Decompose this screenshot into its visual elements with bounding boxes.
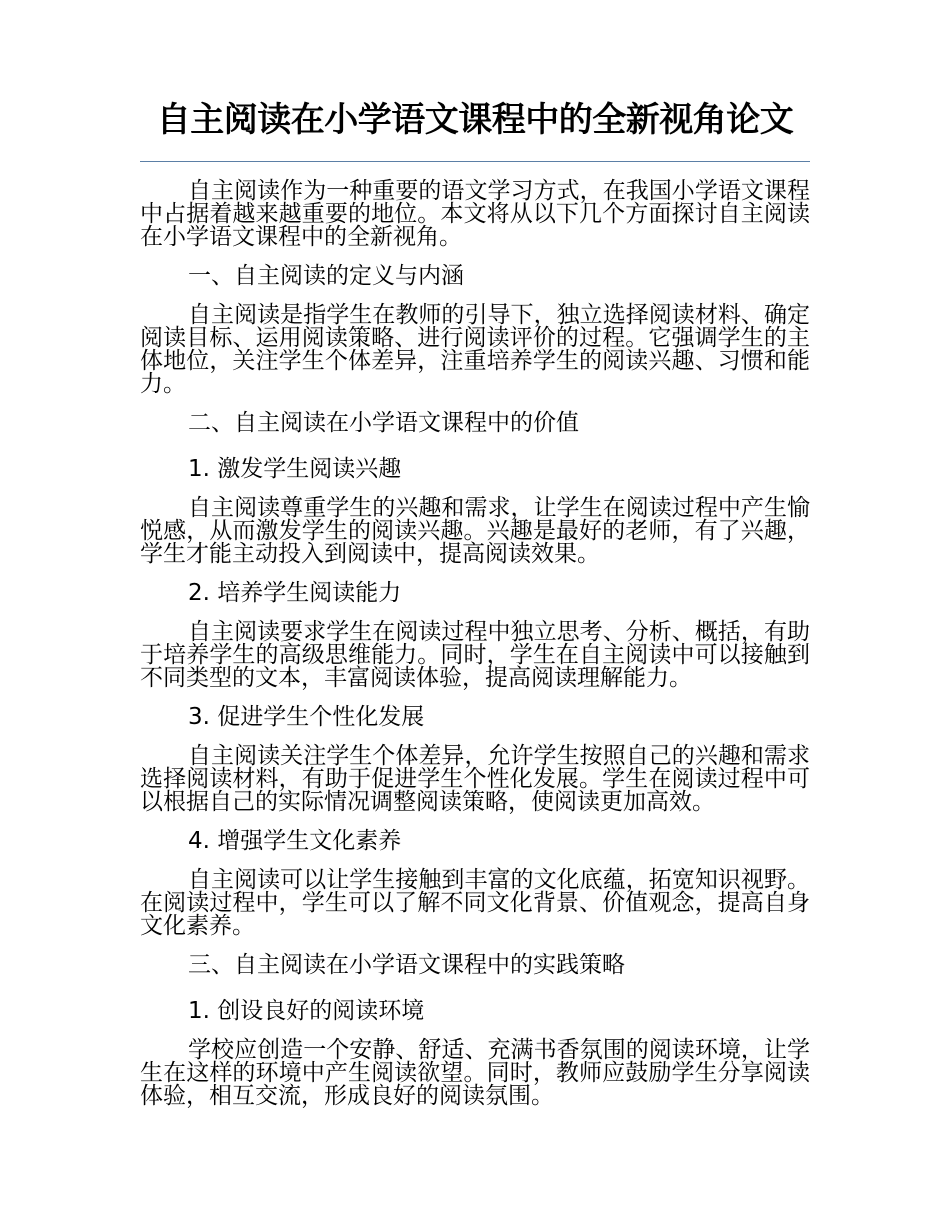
paragraph-3-1: 学校应创造一个安静、舒适、充满书香氛围的阅读环境，让学生在这样的环境中产生阅读欲望。同时，教师应鼓励学生分享阅读体验，相互交流，形成良好的阅读氛围。 <box>140 1037 810 1109</box>
section-heading-2: 二、自主阅读在小学语文课程中的价值 <box>188 410 579 436</box>
document-body <box>140 180 810 1117</box>
section-heading-1: 一、自主阅读的定义与内涵 <box>188 263 464 289</box>
document-title: 自主阅读在小学语文课程中的全新视角论文 <box>156 100 794 140</box>
paragraph-2-1: 自主阅读尊重学生的兴趣和需求，让学生在阅读过程中产生愉悦感，从而激发学生的阅读兴趣。兴趣是最好的老师，有了兴趣，学生才能主动投入到阅读中，提高阅读效果。 <box>140 495 810 567</box>
paragraph-2-4: 自主阅读可以让学生接触到丰富的文化底蕴，拓宽知识视野。在阅读过程中，学生可以了解不同文化背景、价值观念，提高自身文化素养。 <box>140 867 810 939</box>
paragraph-2-3: 自主阅读关注学生个体差异，允许学生按照自己的兴趣和需求选择阅读材料，有助于促进学生个性化发展。学生在阅读过程中可以根据自己的实际情况调整阅读策略，使阅读更加高效。 <box>140 743 810 815</box>
subheading-3-1: 1. 创设良好的阅读环境 <box>188 998 425 1024</box>
subheading-2-3: 3. 促进学生个性化发展 <box>188 704 425 730</box>
subheading-2-2: 2. 培养学生阅读能力 <box>188 580 402 606</box>
section-heading-3: 三、自主阅读在小学语文课程中的实践策略 <box>188 952 625 978</box>
subheading-2-4: 4. 增强学生文化素养 <box>188 828 402 854</box>
intro-paragraph: 自主阅读作为一种重要的语文学习方式，在我国小学语文课程中占据着越来越重要的地位。本文将从以下几个方面探讨自主阅读在小学语文课程中的全新视角。 <box>140 178 810 250</box>
subheading-2-1: 1. 激发学生阅读兴趣 <box>188 456 402 482</box>
title-underline <box>140 161 810 162</box>
definition-paragraph: 自主阅读是指学生在教师的引导下，独立选择阅读材料、确定阅读目标、运用阅读策略、进行阅读评价的过程。它强调学生的主体地位，关注学生个体差异，注重培养学生的阅读兴趣、习惯和能力。 <box>140 302 810 397</box>
paragraph-2-2: 自主阅读要求学生在阅读过程中独立思考、分析、概括，有助于培养学生的高级思维能力。同时，学生在自主阅读中可以接触到不同类型的文本，丰富阅读体验，提高阅读理解能力。 <box>140 619 810 691</box>
